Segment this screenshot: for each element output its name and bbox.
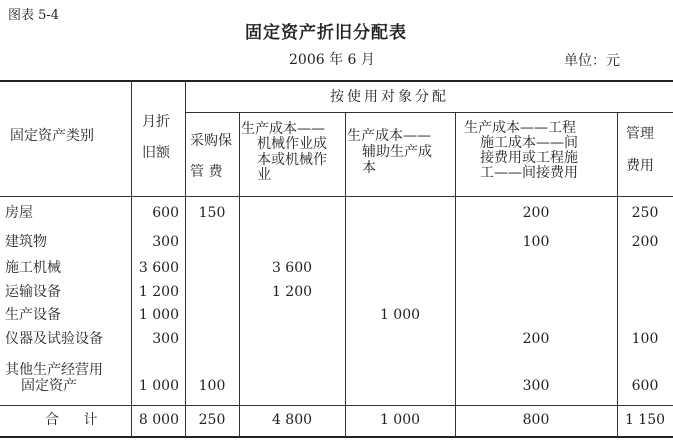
table-title: 固定资产折旧分配表 xyxy=(245,23,407,43)
header-construction-4: 工——间接费用 xyxy=(480,165,578,181)
row-procurement: 150 xyxy=(198,205,226,221)
row-category-line1: 其他生产经营用 xyxy=(5,362,103,378)
row-category: 施工机械 xyxy=(5,260,61,276)
allocation-header-divider xyxy=(185,112,673,113)
row-monthly: 600 xyxy=(152,205,179,221)
row-monthly: 300 xyxy=(152,331,179,347)
header-machinery-3: 本或机械作 xyxy=(257,152,327,168)
row-category: 运输设备 xyxy=(5,284,61,300)
row-monthly: 1 000 xyxy=(138,378,179,394)
total-row-divider xyxy=(0,405,673,406)
row-monthly: 1 200 xyxy=(138,284,179,300)
row-category: 房屋 xyxy=(5,205,33,221)
header-management-2: 费用 xyxy=(626,158,654,174)
header-machinery-2: 机械作业成 xyxy=(257,136,327,152)
row-monthly: 1 000 xyxy=(138,307,179,323)
row-category: 生产设备 xyxy=(5,307,61,323)
row-construction: 300 xyxy=(522,378,550,394)
header-body-divider xyxy=(0,196,673,197)
header-monthly-2: 旧额 xyxy=(142,145,170,161)
row-management: 100 xyxy=(631,331,659,347)
row-category: 建筑物 xyxy=(5,234,47,250)
row-procurement: 100 xyxy=(198,378,226,394)
total-label: 合 计 xyxy=(45,412,108,428)
table-date: 2006 年 6 月 xyxy=(289,52,375,68)
row-auxiliary: 1 000 xyxy=(379,307,421,323)
row-monthly: 3 600 xyxy=(138,260,179,276)
row-construction: 200 xyxy=(522,205,550,221)
row-monthly: 300 xyxy=(152,234,179,250)
table-bottom-border xyxy=(0,436,673,438)
row-category-line2: 固定资产 xyxy=(21,378,77,394)
row-construction: 200 xyxy=(522,331,550,347)
row-management: 200 xyxy=(631,234,659,250)
total-machinery: 4 800 xyxy=(271,412,313,428)
header-category: 固定资产类别 xyxy=(10,128,94,144)
row-machinery: 3 600 xyxy=(271,260,313,276)
total-auxiliary: 1 000 xyxy=(379,412,421,428)
total-procurement: 250 xyxy=(198,412,226,428)
row-category: 仪器及试验设备 xyxy=(5,331,103,347)
header-monthly-1: 月折 xyxy=(142,114,170,130)
row-management: 600 xyxy=(631,378,659,394)
header-procurement-2: 管 费 xyxy=(190,164,223,180)
header-construction-1: 生产成本——工程 xyxy=(464,120,576,136)
header-machinery-1: 生产成本—— xyxy=(241,121,325,137)
row-construction: 100 xyxy=(522,234,550,250)
total-monthly: 8 000 xyxy=(138,412,179,428)
header-machinery-4: 业 xyxy=(257,167,271,183)
header-procurement-1: 采购保 xyxy=(190,133,232,149)
header-auxiliary-2: 辅助生产成 xyxy=(362,144,432,160)
header-management-1: 管理 xyxy=(626,126,654,142)
row-management: 250 xyxy=(631,205,659,221)
col-divider-4 xyxy=(345,112,346,437)
header-allocation: 按使用对象分配 xyxy=(330,89,449,105)
row-machinery: 1 200 xyxy=(271,284,313,300)
header-construction-3: 接费用或工程施 xyxy=(480,150,578,166)
total-management: 1 150 xyxy=(624,412,666,428)
unit-label: 单位：元 xyxy=(564,53,620,69)
header-construction-2: 施工成本——间 xyxy=(480,135,578,151)
table-top-border xyxy=(0,80,673,82)
header-auxiliary-3: 本 xyxy=(362,160,376,176)
figure-label: 图表 5-4 xyxy=(8,8,60,23)
total-construction: 800 xyxy=(522,412,550,428)
header-auxiliary-1: 生产成本—— xyxy=(347,128,431,144)
